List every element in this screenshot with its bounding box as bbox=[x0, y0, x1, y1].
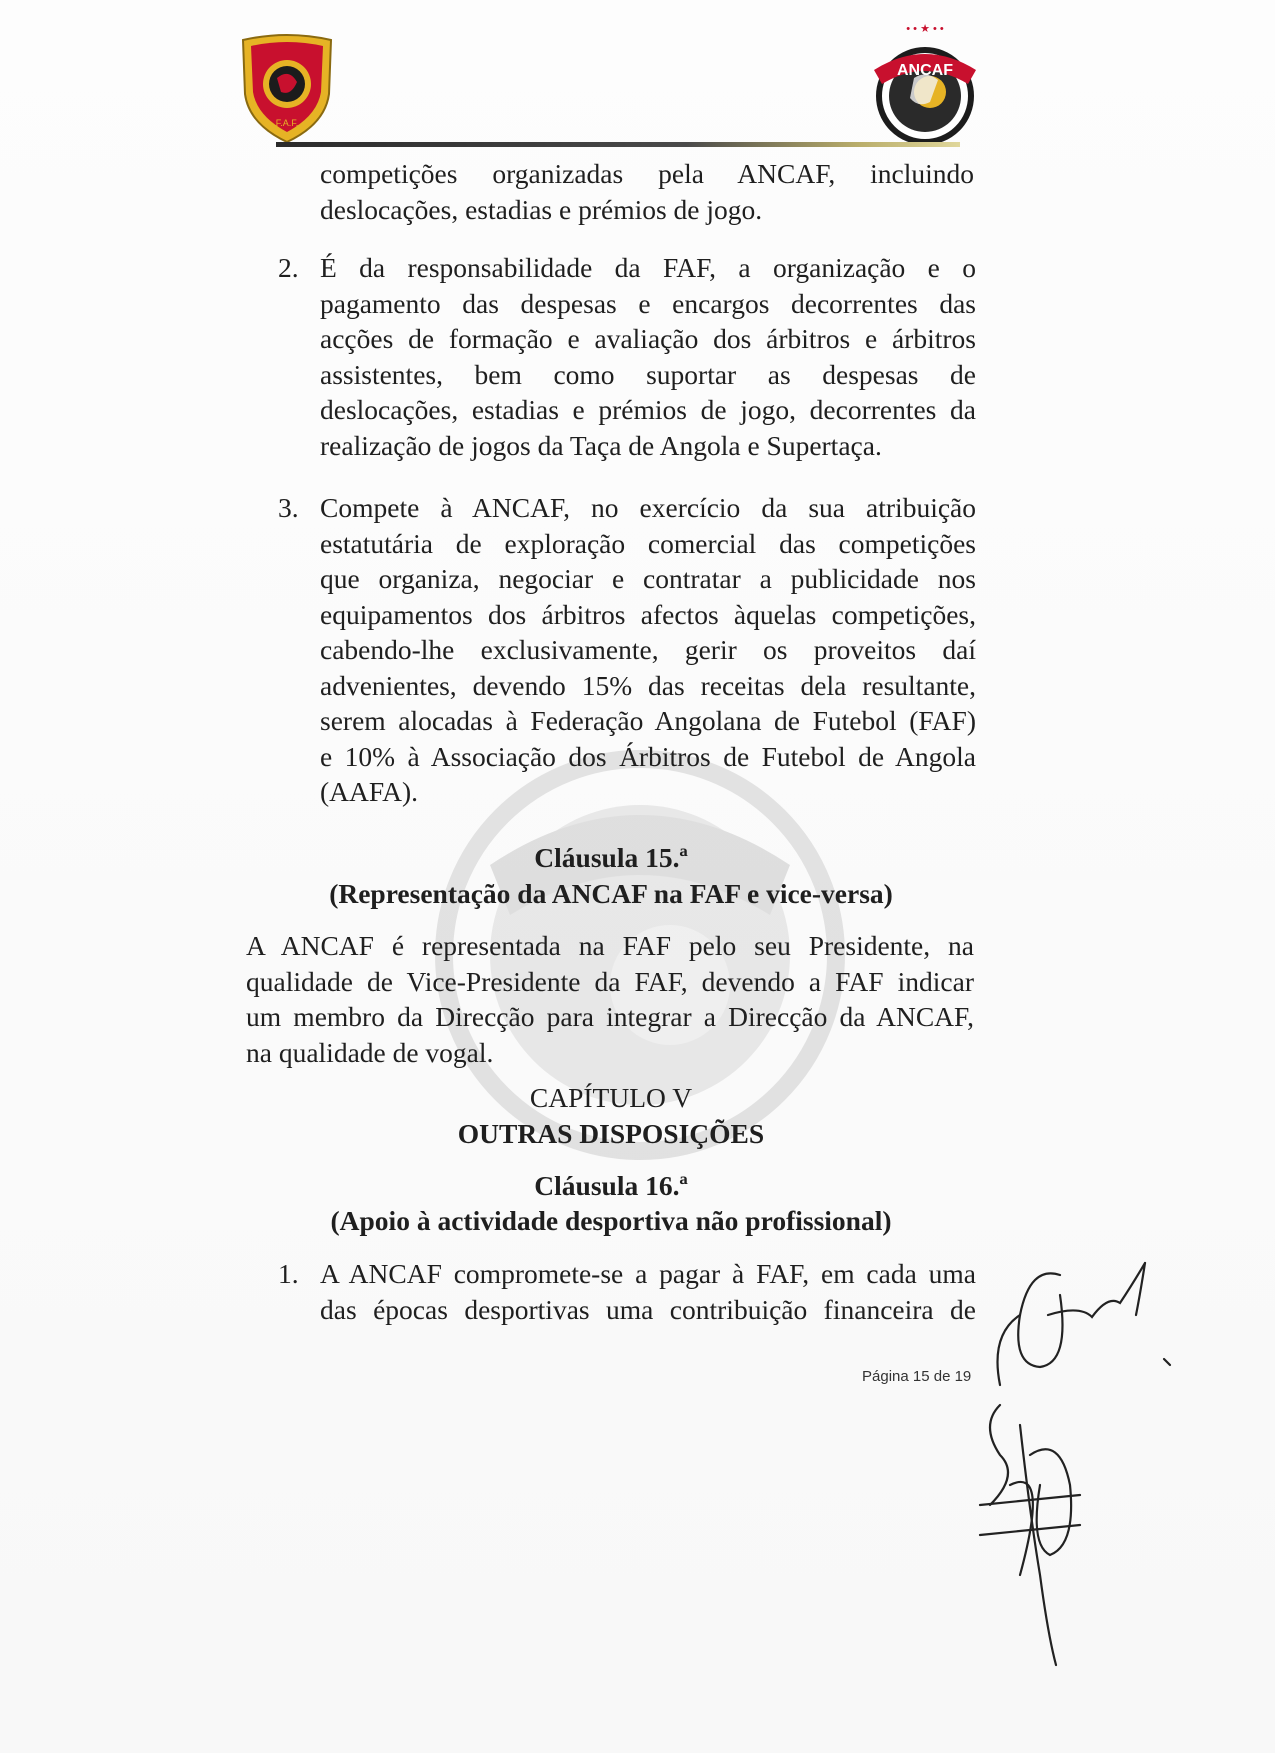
page-number: Página 15 de 19 bbox=[862, 1368, 972, 1385]
signature-icon bbox=[960, 1255, 1190, 1675]
faf-logo bbox=[237, 32, 337, 144]
text-line: que organiza, negociar e contratar a publicidade nos bbox=[320, 563, 976, 594]
text-line: A ANCAF compromete-se a pagar à FAF, em cada uma bbox=[320, 1258, 976, 1289]
clause-16-title: Cláusula 16.ª bbox=[534, 1170, 688, 1201]
text-line: pagamento das despesas e encargos decorrentes das bbox=[320, 287, 976, 319]
chapter-title: CAPÍTULO V bbox=[529, 1082, 693, 1113]
chapter-subtitle: OUTRAS DISPOSIÇÕES bbox=[457, 1118, 765, 1149]
clause-16-subtitle: (Apoio à actividade desportiva não profissional) bbox=[330, 1205, 892, 1236]
text-line: na qualidade de vogal. bbox=[246, 1036, 494, 1068]
text-line: serem alocadas à Federação Angolana de Futebol (FAF) bbox=[320, 705, 976, 736]
clause-15-title: Cláusula 15.ª bbox=[534, 842, 688, 873]
text-line: deslocações, estadias e prémios de jogo. bbox=[320, 193, 763, 225]
text-line: estatutária de exploração comercial das competições bbox=[320, 527, 976, 559]
svg-text:ANCAF: ANCAF bbox=[897, 62, 953, 79]
text-line: assistentes, bem como suportar as despesas de bbox=[320, 358, 976, 390]
item-number: 2. bbox=[278, 252, 299, 283]
clause-15-paragraph bbox=[246, 928, 974, 1070]
text-line: equipamentos dos árbitros afectos àquelas competições, bbox=[320, 598, 976, 630]
item-body bbox=[320, 250, 976, 463]
item-body bbox=[320, 1256, 976, 1327]
text-line: qualidade de Vice-Presidente da FAF, devendo a FAF indicar bbox=[246, 965, 974, 997]
item-number: 1. bbox=[278, 1258, 299, 1289]
text-line: deslocações, estadias e prémios de jogo, decorrentes da bbox=[320, 394, 976, 425]
item-body bbox=[320, 490, 976, 810]
text-line: A ANCAF é representada na FAF pelo seu Presidente, na bbox=[246, 930, 974, 961]
text-line: É da responsabilidade da FAF, a organização e o bbox=[320, 252, 976, 283]
item-number: 3. bbox=[278, 492, 299, 523]
svg-text:• • ★ • •: • • ★ • • bbox=[906, 23, 944, 35]
svg-text:F.A.F.: F.A.F. bbox=[275, 118, 299, 128]
text-line: acções de formação e avaliação dos árbitros e árbitros bbox=[320, 323, 976, 354]
text-line: competições organizadas pela ANCAF, incluindo bbox=[320, 158, 974, 189]
continuation-paragraph bbox=[320, 156, 974, 227]
text-line: advenientes, devendo 15% das receitas dela resultante, bbox=[320, 669, 976, 701]
text-line: (AAFA). bbox=[320, 776, 419, 807]
header-rule bbox=[276, 142, 960, 147]
text-line: Compete à ANCAF, no exercício da sua atribuição bbox=[320, 492, 976, 523]
text-line: realização de jogos da Taça de Angola e Supertaça. bbox=[320, 429, 882, 461]
text-line: cabendo-lhe exclusivamente, gerir os proveitos daí bbox=[320, 634, 976, 665]
clause-15-subtitle: (Representação da ANCAF na FAF e vice-versa) bbox=[329, 878, 893, 909]
text-line: um membro da Direcção para integrar a Direcção da ANCAF, bbox=[246, 1001, 974, 1032]
text-line: das épocas desportivas uma contribuição financeira de bbox=[320, 1293, 976, 1325]
ancaf-logo bbox=[864, 18, 986, 148]
text-line: e 10% à Associação dos Árbitros de Futebol de Angola bbox=[320, 740, 976, 772]
